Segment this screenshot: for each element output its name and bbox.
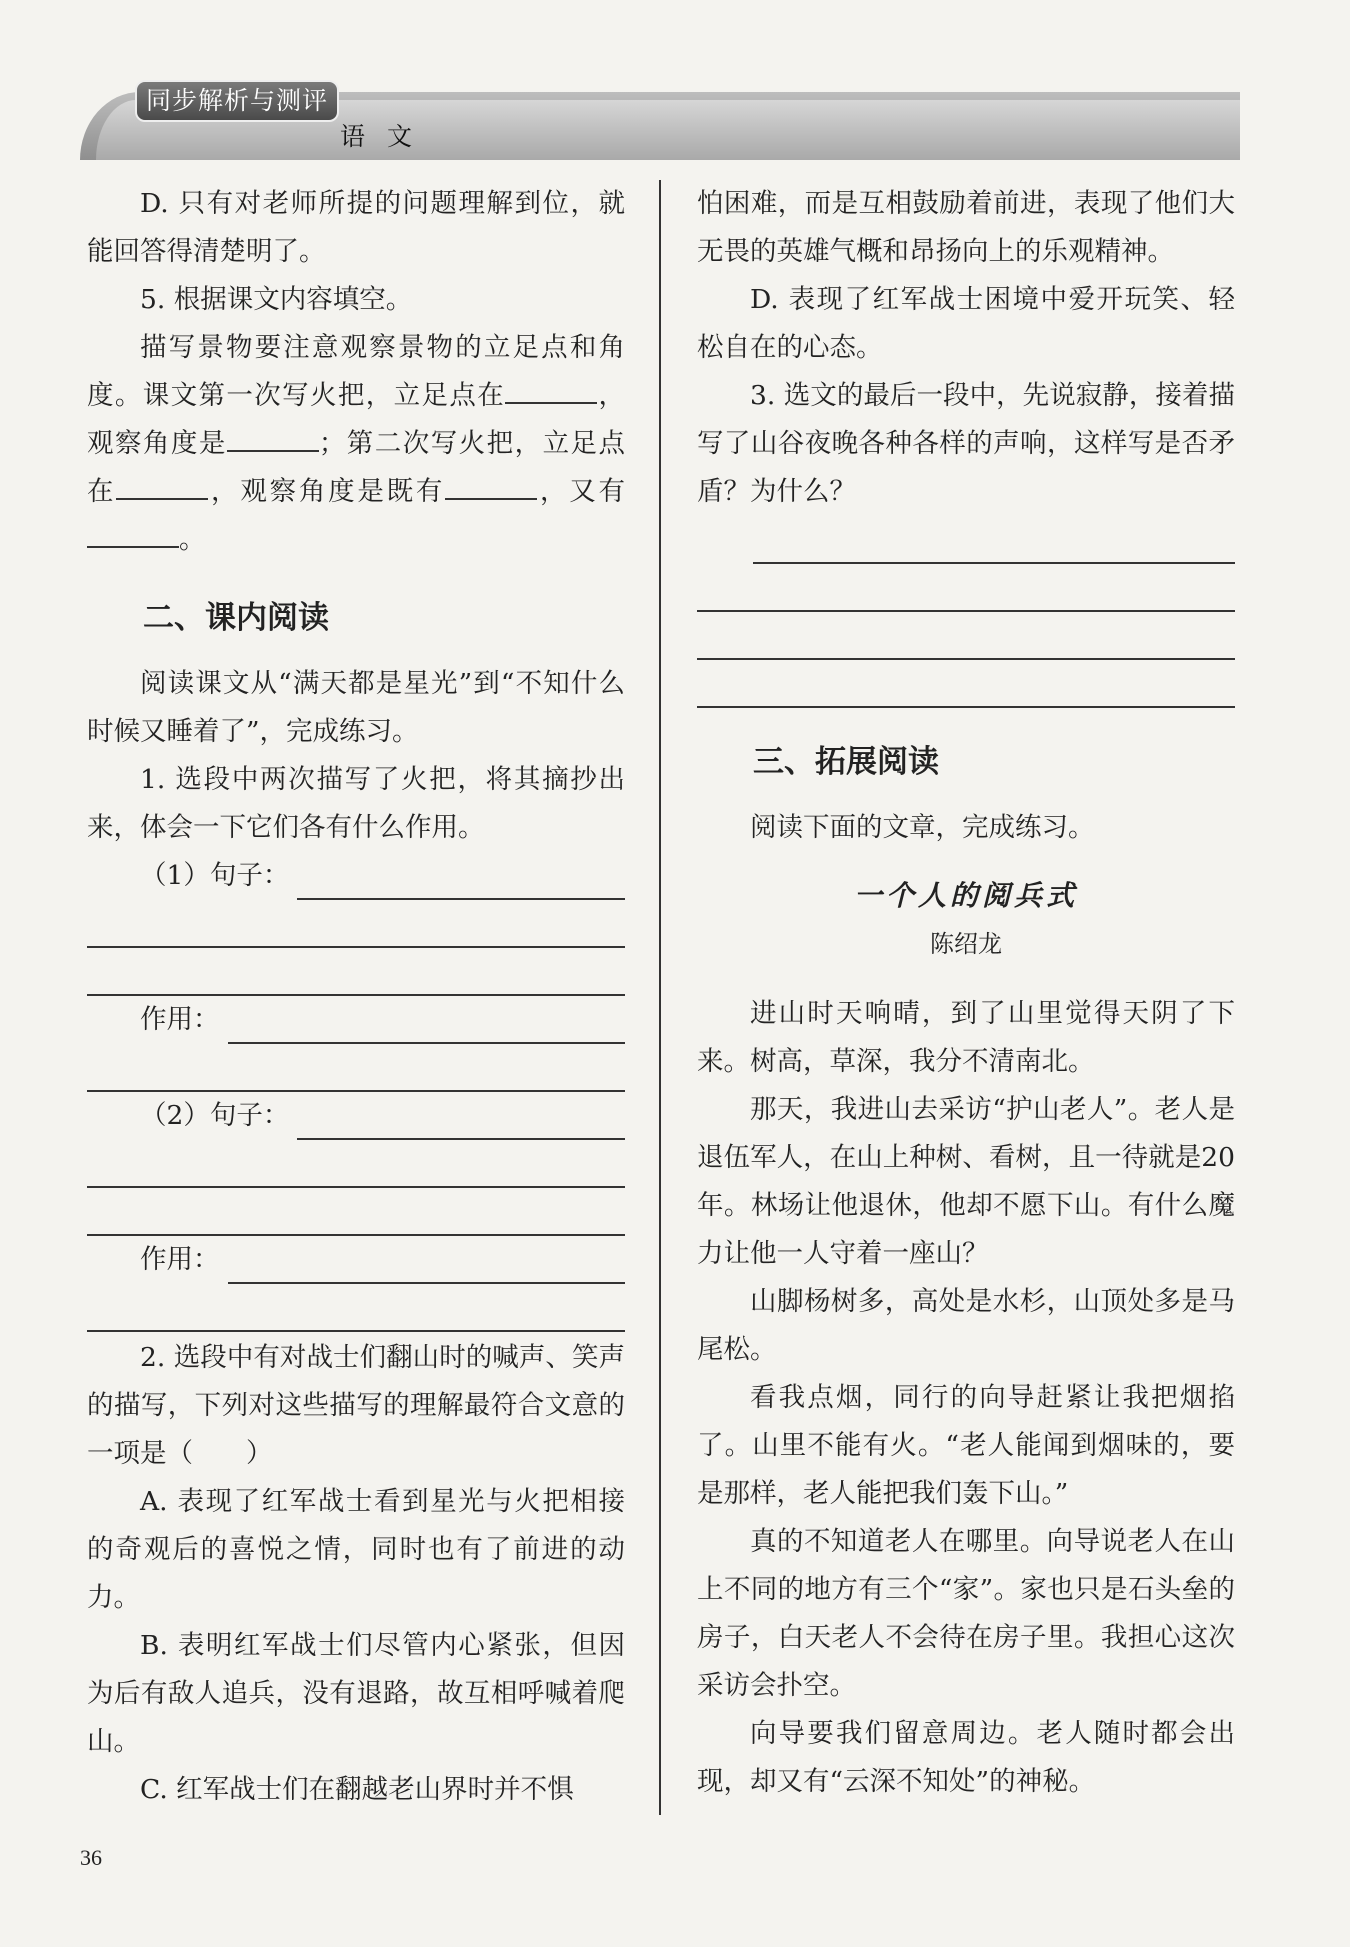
article-paragraph: 真的不知道老人在哪里。向导说老人在山上不同的地方有三个“家”。家也只是石头垒的房子，白天老人不会待在房子里。我担心这次采访会扑空。 (697, 1526, 1235, 1701)
answer-line[interactable] (87, 1188, 625, 1236)
q2-option-c-continued: 怕困难，而是互相鼓励着前进，表现了他们大无畏的英雄气概和昂扬向上的乐观精神。 (697, 188, 1235, 267)
question-5-text: 描写景物要注意观察景物的立足点和角度。课文第一次写火把，立足点在 ，观察角度是 ；第二次写火把，立足点在 ，观察角度是既有 ，又有。 (87, 332, 626, 555)
question-5: 5. 根据课文内容填空。 (140, 284, 413, 315)
page-number: 36 (80, 1845, 102, 1870)
answer-line[interactable] (697, 564, 1235, 612)
answer-line[interactable] (87, 1284, 625, 1332)
article-title: 一个人的阅兵式 (853, 879, 1078, 912)
fill-blank[interactable] (227, 420, 319, 452)
right-column (697, 180, 1235, 1806)
article-paragraph: 山脚杨树多，高处是水杉，山顶处多是马尾松。 (697, 1286, 1235, 1365)
question-3: 3. 选文的最后一段中，先说寂静，接着描写了山谷夜晚各种各样的声响，这样写是否矛盾？为什么？ (697, 380, 1235, 507)
column-divider (659, 180, 661, 1815)
q4-option-d: D. 只有对老师所提的问题理解到位，就能回答得清楚明了。 (87, 188, 625, 267)
answer-line[interactable] (297, 864, 625, 900)
answer-row[interactable] (87, 1092, 625, 1140)
fill-blank[interactable] (87, 516, 179, 548)
question-1: 1. 选段中两次描写了火把，将其摘抄出来，体会一下它们各有什么作用。 (87, 764, 625, 843)
q2-option-c: C. 红军战士们在翻越老山界时并不惧 (140, 1774, 574, 1805)
article-author: 陈绍龙 (930, 930, 1002, 958)
answer-row[interactable] (87, 1236, 625, 1284)
article-paragraph: 进山时天响晴，到了山里觉得天阴了下来。树高，草深，我分不清南北。 (697, 998, 1235, 1077)
answer-line[interactable] (87, 948, 625, 996)
article-paragraph: 那天，我进山去采访“护山老人”。老人是退伍军人，在山上种树、看树，且一待就是20年。林场让他退休，他却不愿下山。有什么魔力让他一人守着一座山？ (697, 1094, 1235, 1269)
section-2-heading: 二、课内阅读 (143, 600, 329, 636)
effect-label: 作用： (140, 1244, 220, 1275)
series-title: 同步解析与测评 (135, 80, 339, 122)
section-3-heading: 三、拓展阅读 (753, 744, 939, 780)
answer-line[interactable] (228, 1248, 626, 1284)
answer-line[interactable] (297, 1104, 625, 1140)
sentence-label: （2）句子： (140, 1100, 290, 1131)
fill-blank[interactable] (445, 468, 537, 500)
answer-line[interactable] (697, 660, 1235, 708)
answer-line[interactable] (87, 900, 625, 948)
q2-option-b: B. 表明红军战士们尽管内心紧张，但因为后有敌人追兵，没有退路，故互相呼喊着爬山。 (87, 1630, 625, 1757)
fill-blank[interactable] (505, 372, 597, 404)
subject-label: 语文 (340, 122, 435, 151)
left-column (87, 180, 625, 1814)
sentence-label: （1）句子： (140, 860, 290, 891)
extended-reading-intro: 阅读下面的文章，完成练习。 (750, 812, 1095, 843)
answer-line[interactable] (697, 612, 1235, 660)
q2-option-d: D. 表现了红军战士困境中爱开玩笑、轻松自在的心态。 (697, 284, 1235, 363)
article-paragraph: 向导要我们留意周边。老人随时都会出现，却又有“云深不知处”的神秘。 (697, 1718, 1235, 1797)
question-2: 2. 选段中有对战士们翻山时的喊声、笑声的描写，下列对这些描写的理解最符合文意的一项是（ ） (87, 1342, 625, 1469)
answer-row[interactable] (87, 996, 625, 1044)
answer-line[interactable] (753, 516, 1235, 564)
fill-blank[interactable] (116, 468, 208, 500)
article-paragraph: 看我点烟，同行的向导赶紧让我把烟掐了。山里不能有火。“老人能闻到烟味的，要是那样，老人能把我们轰下山。” (697, 1382, 1235, 1509)
effect-label: 作用： (140, 1004, 220, 1035)
answer-row[interactable] (87, 852, 625, 900)
answer-line[interactable] (228, 1008, 626, 1044)
reading-intro: 阅读课文从“满天都是星光”到“不知什么时候又睡着了”，完成练习。 (87, 668, 625, 747)
q2-option-a: A. 表现了红军战士看到星光与火把相接的奇观后的喜悦之情，同时也有了前进的动力。 (87, 1486, 625, 1613)
answer-line[interactable] (87, 1044, 625, 1092)
answer-line[interactable] (87, 1140, 625, 1188)
